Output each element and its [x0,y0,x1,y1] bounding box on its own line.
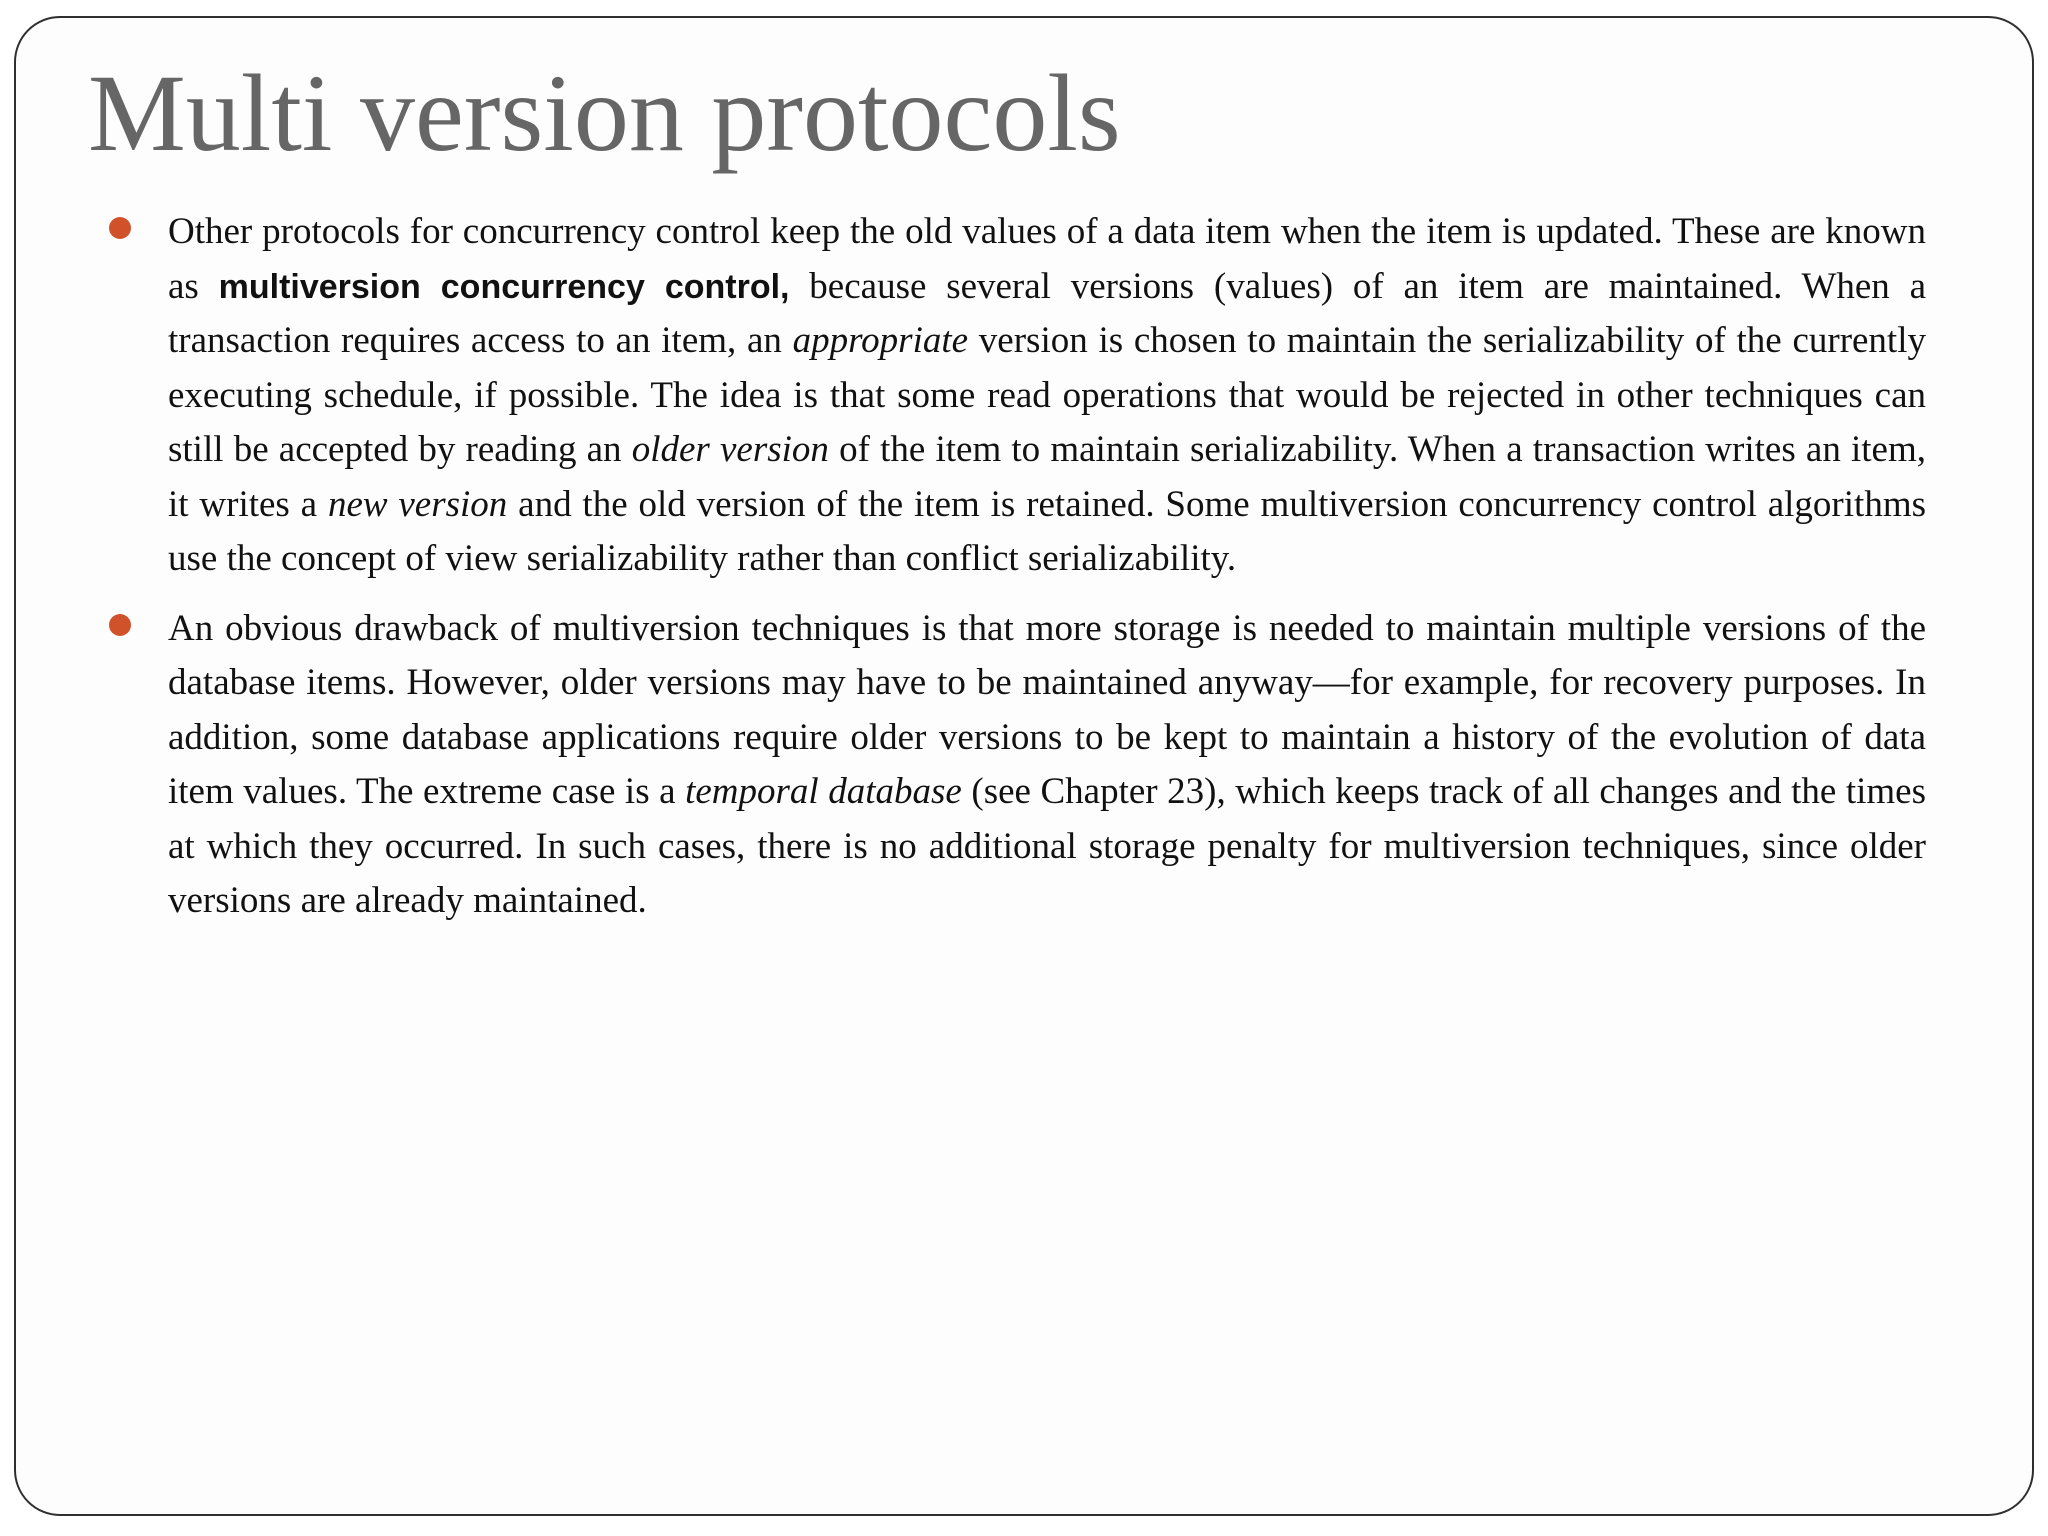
italic-term: older version [631,429,829,470]
italic-term: appropriate [792,320,969,361]
bullet-text-1 [168,205,1926,587]
italic-term: temporal database [685,771,962,812]
bullet-list [108,205,1926,944]
text-segment: version is chosen to maintain the serializability of the currently executing schedule, if possible. The idea is that some read operations that would be rejected in other techniques can still be accepted by reading an [168,320,1926,470]
bullet-text-2 [168,602,1926,929]
text-segment: because several versions (values) of an item are maintained. When a transaction requires access to an item, an [168,265,1927,361]
bullet-item-1 [108,205,1926,587]
text-segment: (see Chapter 23), which keeps track of all changes and the times at which they occurred. In such cases, there is no additional storage penalty for multiversion techniques, since older versions are already maintained. [168,771,1926,921]
italic-term: new version [327,483,508,525]
bullet-item-2 [108,602,1926,929]
bullet-dot-icon [109,614,131,636]
text-segment: An obvious drawback of multiversion techniques is that more storage is needed to maintain multiple versions of the database items. However, older versions may have to be maintained anyway—for example, for recovery purposes. In addition, some database applications require older versions to be kept to maintain a history of the evolution of data item values. The extreme case is a [168,607,1926,812]
bullet-dot-icon [109,217,131,239]
text-segment: and the old version of the item is retained. Some multiversion concurrency control algorithms use the concept of view serializability rather than conflict serializability. [168,483,1926,579]
text-segment: Other protocols for concurrency control keep the old values of a data item when the item is updated. These are known as [168,211,1926,307]
slide-title: Multi version protocols [88,52,1121,174]
bold-term: multiversion concurrency control, [218,267,790,306]
text-segment: of the item to maintain serializability. When a transaction writes an item, it writes a [168,429,1927,525]
